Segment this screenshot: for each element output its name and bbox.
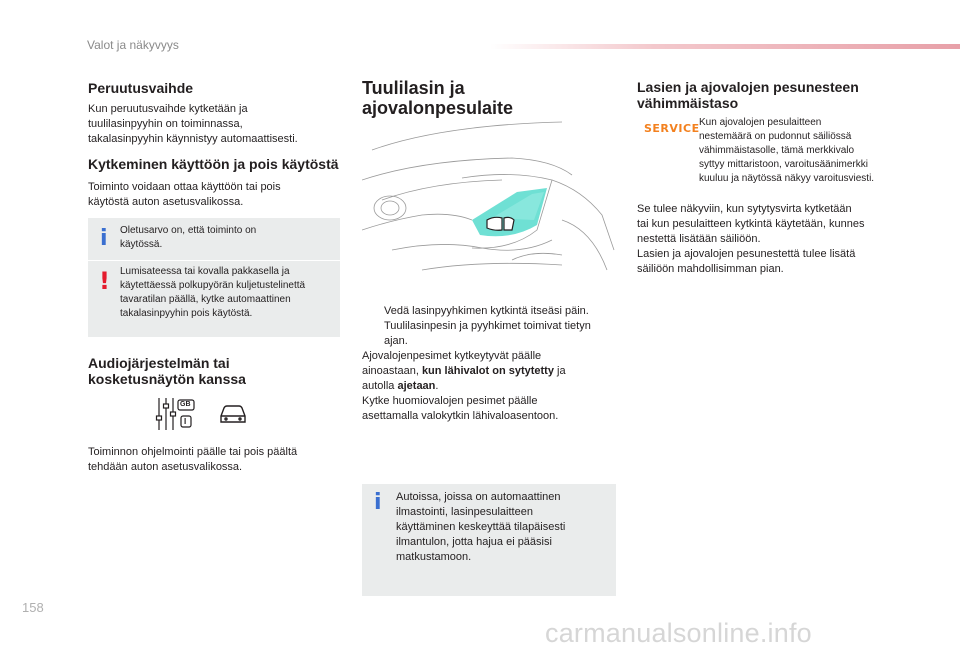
enable-disable-text: Toiminto voidaan ottaa käyttöön tai pois käytöstä auton asetusvalikossa. — [88, 181, 281, 208]
headlamp-illustration — [362, 120, 616, 290]
bullet-item: Vedä lasinpyyhkimen kytkintä itseäsi päin. Tuulilasinpesin ja pyyhkimet toimivat tietyn ajan. — [384, 305, 591, 347]
washer-heading: Tuulilasin ja ajovalonpesulaite — [362, 78, 514, 118]
language-label: GB — [180, 401, 191, 408]
header-accent-bar — [490, 44, 960, 49]
info-note: i Oletusarvo on, että toiminto on käytössä. — [88, 218, 340, 260]
washer-instructions: Vedä lasinpyyhkimen kytkintä itseäsi päin. Tuulilasinpesin ja pyyhkimet toimivat tietyn ajan. Ajovalojenpesimet kytkeytyvät päälle ainoastaan, kun lähivalot on sytytetty ja autolla ajetaan. Kytke huomiovalojen pesimet päälle asettamalla valokytkin lähivaloasentoon. — [362, 304, 622, 424]
warning-note: ! Lumisateessa tai kovalla pakkasella ja käytettäessä polkupyörän kuljetustelinettä tavaratilan päällä, kytke automaattinen takalasinpyyhin pois käytöstä. — [88, 261, 340, 337]
warning-icon: ! — [99, 267, 110, 295]
info-note-2: i Autoissa, joissa on automaattinen ilmastointi, lasinpesulaitteen käyttäminen keskeyttää tilapäisesti ilmantulon, jotta hajua ei pääsisi matkustamoon. — [362, 484, 616, 596]
audio-heading: Audiojärjestelmän tai kosketusnäytön kanssa — [88, 355, 246, 387]
watermark: carmanualsonline.info — [545, 618, 812, 648]
service-warning-icon: SERVICE — [644, 122, 700, 135]
reverse-gear-heading: Peruutusvaihde — [88, 80, 194, 96]
audio-text: Toiminnon ohjelmointi päälle tai pois päältä tehdään auton asetusvalikossa. — [88, 446, 298, 473]
min-level-text: Se tulee näkyviin, kun sytytysvirta kytketään tai kun pesulaitteen kytkintä käytetään, kunnes nestettä lisätään säiliöön. Lasien ja ajovalojen pesunestettä tulee lisätä säiliöön mahdollisimman pian. — [637, 203, 865, 275]
car-icon — [218, 402, 248, 426]
section-title: Valot ja näkyvyys — [87, 38, 179, 52]
reverse-gear-text: Kun peruutusvaihde kytketään ja tuulilasinpyyhin on toiminnassa, takalasinpyyhin käynnistyy automaattisesti. — [88, 103, 298, 145]
service-text: Kun ajovalojen pesulaitteen nestemäärä on pudonnut säiliössä vähimmäistasolle, tämä merkkivalo syttyy mittaristoon, varoitusäänimerkki kuuluu ja näytössä näkyy varoitusviesti. — [699, 117, 875, 184]
language-label-2: I — [184, 417, 187, 426]
page-number: 158 — [22, 600, 44, 615]
info-icon: i — [100, 226, 108, 251]
settings-sliders-icon — [155, 396, 199, 432]
min-level-heading: Lasien ja ajovalojen pesunesteen vähimmäistaso — [637, 79, 859, 111]
enable-disable-heading: Kytkeminen käyttöön ja pois käytöstä — [88, 156, 339, 172]
info-icon: i — [374, 490, 382, 515]
